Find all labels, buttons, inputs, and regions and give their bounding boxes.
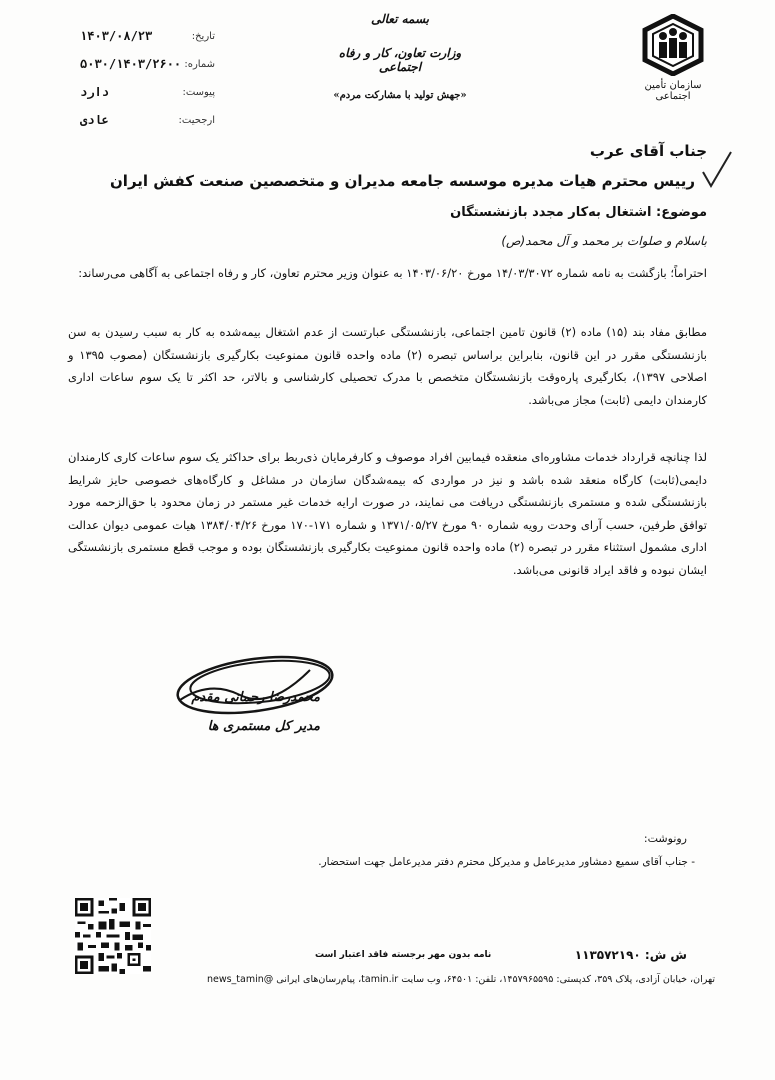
number-value: ۵۰۳۰/۱۴۰۳/۲۶۰۰: [80, 57, 182, 71]
meta-priority-row: [80, 106, 215, 134]
salutation: با‌سلام و صلوات بر محمد و آل محمد(ص): [501, 234, 707, 248]
addressee: جناب آقای عرب: [589, 142, 707, 160]
meta-number-row: [80, 50, 215, 78]
addressee-title: رییس محترم هیات مدیره موسسه جامعه مدیران و متخصصین صنعت کفش ایران: [110, 172, 695, 190]
priority-value: عادی: [80, 113, 109, 127]
letter-meta: [80, 22, 215, 134]
date-value: ۱۴۰۳/۰۸/۲۳: [80, 29, 153, 43]
meta-attachment-row: [80, 78, 215, 106]
qr-code-icon: [75, 898, 151, 974]
org-logo: [633, 14, 713, 102]
cc-recipient: - جناب آقای سمیع دمشاور مدیرعامل و مدیرکل محترم دفتر مدیرعامل جهت استحضار.: [318, 856, 695, 868]
signature-block: [160, 648, 320, 734]
attachment-value: دارد: [80, 85, 109, 99]
letter-subject: موضوع: اشتغال به‌کار مجدد بازنشستگان: [450, 205, 707, 220]
ministry-name: وزارت تعاون، کار و رفاه اجتماعی: [338, 46, 462, 74]
paragraph-1: احتراماً؛ بازگشت به نامه شماره ۱۴/۰۳/۳۰۷۲ مورخ ۱۴۰۳/۰۶/۲۰ به عنوان وزیر محترم تعاون، کار و رفاه اجتماعی به آگاهی می‌رساند:: [78, 266, 707, 280]
stamp-validity-note: نامه بدون مهر برجسته فاقد اعتبار است: [315, 950, 492, 960]
org-name: سازمان تأمین اجتماعی: [644, 80, 702, 102]
paragraph-3: لذا چنانچه قرارداد خدمات مشاوره‌ای منعقده فیمابین افراد موصوف و کارفرمایان ذی‌ربط برای حداکثر یک سوم ساعات کاری کارمندان دایمی(ثابت) کارگاه منعقد شده باشد و نیز در مواردی که بیمه‌شدگان سازمان در مشاغل و کارگاه‌های خصوصی حایز شرایط بازنشستگی شده و مستمری بازنشستگی دریافت می نمایند، در صورت ارایه خدمات غیر مستمر در زمان محدود با حق‌الزحمه مورد توافق طرفین، حسب آرای وحدت رویه شماره ۹۰ مورخ ۱۳۷۱/۰۵/۲۷ و شماره ۱۷۱-۱۷۰ مورخ ۱۳۸۴/۰۴/۲۶ هیات عمومی دیوان عدالت اداری مشمول استثناء مقرر در تبصره (۲) ماده واحده قانون ممنوعیت بکارگیری بازنشستگان بوده و موجب قطع مستمری بازنشستگی ایشان نبوده و فاقد ایراد قانونی می‌باشد.: [68, 450, 707, 577]
tamin-logo-icon: [641, 14, 705, 76]
letterhead: [330, 12, 470, 101]
meta-date-row: [80, 22, 215, 50]
date-label: تاریخ:: [191, 30, 215, 42]
cc-label: رونوشت:: [643, 832, 687, 845]
signer-title: مدیر کل مستمری ها: [207, 719, 320, 734]
year-slogan: «جهش تولید با مشارکت مردم»: [333, 90, 467, 101]
footer-address: تهران، خیابان آزادی، پلاک ۳۵۹، کدپستی: ۱۴۵۷۹۶۵۵۹۵، تلفن: ۶۴۵۰۱، وب سایت tamin.ir، پیام‌رسان‌های ایرانی @news_tamin: [206, 974, 715, 985]
serial-number: ش ش: ۱۱۳۵۷۲۱۹۰: [574, 948, 687, 962]
basmala: بسمه تعالی: [370, 12, 430, 26]
number-label: شماره:: [184, 58, 215, 70]
priority-label: ارجحیت:: [178, 114, 215, 126]
attachment-label: پیوست:: [182, 86, 215, 98]
signer-name: محمدرضا رحمانی مقدم: [191, 690, 320, 705]
paragraph-2: مطابق مفاد بند (۱۵) ماده (۲) قانون تامین اجتماعی، بازنشستگی عبارتست از عدم اشتغال بیمه‌شده به کار به سبب رسیدن به سن بازنشستگی مقرر در این قانون، بنابراین براساس تبصره (۲) ماده واحده قانون ممنوعیت بکارگیری بازنشستگان (مصوب ۱۳۹۵ و اصلاحی ۱۳۹۷)، بکارگیری پاره‌وقت بازنشستگان متخصص با مدرک تحصیلی کارشناسی و بالاتر، حد اکثر تا یک سوم ساعات اداری کارمندان دایمی (ثابت) مجاز می‌باشد.: [68, 325, 708, 407]
